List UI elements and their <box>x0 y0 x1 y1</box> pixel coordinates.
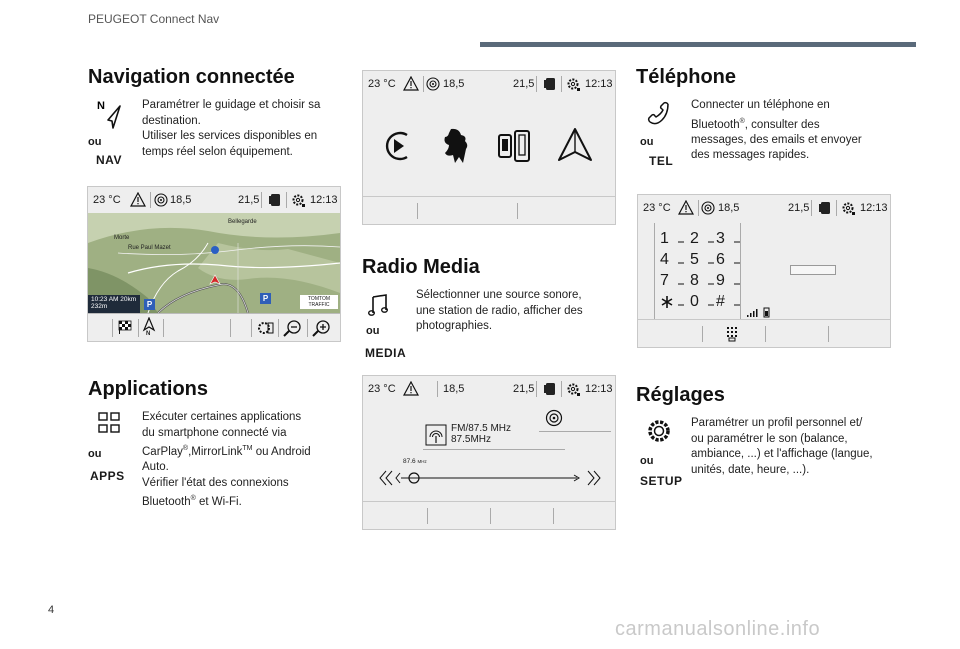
signal-battery-icon <box>746 306 772 318</box>
status-bar <box>363 71 615 97</box>
map-place-label: Morte <box>114 235 130 241</box>
telephone-screen: 23 °C 18,5 21,5 12:13 1 2 3 4 5 6 7 8 9 0 # <box>637 194 891 348</box>
status-time: 12:13 <box>585 383 613 395</box>
music-note-icon <box>368 293 390 317</box>
radio-signal-icon <box>154 193 168 207</box>
android-auto-icon[interactable] <box>557 127 593 163</box>
section-title-radio-media: Radio Media <box>362 256 480 278</box>
compass-north-label: N <box>146 331 151 337</box>
settings-gear-icon <box>646 418 672 444</box>
radio-source-icon[interactable] <box>545 409 563 427</box>
telephone-description: Connecter un téléphone en Bluetooth®, consulter des messages, des emails et envoyer des messages rapides. <box>691 99 862 162</box>
navigation-arrow-icon <box>96 98 124 134</box>
eta-badge: 10:23 AM 20km 232m <box>88 295 140 313</box>
status-temp: 23 °C <box>368 383 396 395</box>
navigation-description: Paramétrer le guidage et choisir sa destination. Utiliser les services disponibles en temps réel selon équipement. <box>142 99 321 158</box>
checkered-flag-icon[interactable] <box>118 320 132 334</box>
status-right-temp: 21,5 <box>238 194 260 206</box>
warning-icon <box>678 200 694 215</box>
parking-icon: P <box>144 299 155 310</box>
section-title-navigation: Navigation connectée <box>88 66 295 88</box>
navigation-footer <box>88 313 340 341</box>
station-info: FM/87.5 MHz 87.5MHz <box>451 423 512 445</box>
applications-footer <box>363 196 615 224</box>
station-antenna-icon <box>425 424 447 446</box>
tel-key-label: TEL <box>649 154 674 168</box>
phone-status-icon <box>543 77 557 91</box>
settings-status-icon <box>291 193 306 208</box>
telephone-footer <box>638 319 890 347</box>
svg-text:N: N <box>97 100 105 112</box>
settings-description: Paramétrer un profil personnel et/ ou paramétrer le son (balance, ambiance, ...) et l'affichage (langue, unités, date, heure, ...). <box>691 417 873 476</box>
status-bar <box>88 187 340 213</box>
zoom-out-icon[interactable] <box>283 319 303 337</box>
status-time: 12:13 <box>585 78 613 90</box>
settings-status-icon <box>566 382 581 397</box>
status-temp: 23 °C <box>643 202 671 214</box>
map-place-label: Bellegarde <box>228 219 257 225</box>
page-number: 4 <box>48 604 55 616</box>
number-display-field[interactable] <box>790 265 836 275</box>
peugeot-lion-icon[interactable] <box>439 127 473 165</box>
keypad-tab-icon[interactable] <box>726 326 738 342</box>
radio-signal-icon <box>426 77 440 91</box>
status-left-temp: 18,5 <box>443 78 465 90</box>
map-place-label: Rue Paul Mazet <box>128 245 171 251</box>
warning-icon <box>403 76 419 91</box>
status-temp: 23 °C <box>368 78 396 90</box>
watermark-text: carmanualsonline.info <box>615 618 821 640</box>
map-settings-icon[interactable] <box>256 319 274 337</box>
phone-status-icon <box>818 201 832 215</box>
settings-status-icon <box>566 77 581 92</box>
frequency-readout: 87.6 MHz <box>403 458 427 465</box>
mirrorlink-icon[interactable] <box>497 129 535 163</box>
section-title-telephone: Téléphone <box>636 66 737 88</box>
phone-status-icon <box>543 382 557 396</box>
apps-key-label: APPS <box>90 469 125 483</box>
header-bar <box>480 42 916 47</box>
or-label: ou <box>366 325 380 337</box>
status-right-temp: 21,5 <box>513 78 535 90</box>
phone-status-icon <box>268 193 282 207</box>
traffic-badge: TOMTOM TRAFFIC <box>300 295 338 309</box>
media-key-label: MEDIA <box>365 346 407 360</box>
radio-description: Sélectionner une source sonore, une station de radio, afficher des photographies. <box>416 289 583 332</box>
setup-key-label: SETUP <box>640 474 683 488</box>
zoom-in-icon[interactable] <box>312 319 332 337</box>
status-left-temp: 18,5 <box>443 383 465 395</box>
or-label: ou <box>88 136 102 148</box>
status-left-temp: 18,5 <box>170 194 192 206</box>
frequency-slider[interactable] <box>377 466 603 490</box>
status-bar <box>638 195 890 221</box>
navigation-screen <box>87 186 341 342</box>
status-temp: 23 °C <box>93 194 121 206</box>
nav-key-label: NAV <box>96 153 122 167</box>
warning-icon <box>403 381 419 396</box>
section-title-settings: Réglages <box>636 384 725 406</box>
status-left-temp: 18,5 <box>718 202 740 214</box>
status-time: 12:13 <box>310 194 338 206</box>
parking-icon: P <box>260 293 271 304</box>
section-title-applications: Applications <box>88 378 209 400</box>
settings-status-icon <box>841 201 856 216</box>
status-right-temp: 21,5 <box>513 383 535 395</box>
running-header: PEUGEOT Connect Nav <box>88 12 220 26</box>
or-label: ou <box>640 455 654 467</box>
status-time: 12:13 <box>860 202 888 214</box>
phone-handset-icon <box>646 100 672 126</box>
radio-screen <box>362 375 616 530</box>
keypad-underlines <box>668 241 744 311</box>
or-label: ou <box>640 136 654 148</box>
applications-description: Exécuter certaines applications du smartphone connecté via CarPlay®,MirrorLink™ ou Android Auto. Vérifier l'état des connexions Bluetooth® et Wi-Fi. <box>142 411 311 509</box>
status-bar <box>363 376 615 402</box>
radio-footer <box>363 501 615 529</box>
status-right-temp: 21,5 <box>788 202 810 214</box>
applications-screen <box>362 70 616 225</box>
map-view[interactable] <box>88 213 340 313</box>
apps-grid-icon <box>98 412 122 434</box>
radio-signal-icon <box>701 201 715 215</box>
or-label: ou <box>88 448 102 460</box>
carplay-icon[interactable] <box>381 129 413 163</box>
warning-icon <box>130 192 146 207</box>
